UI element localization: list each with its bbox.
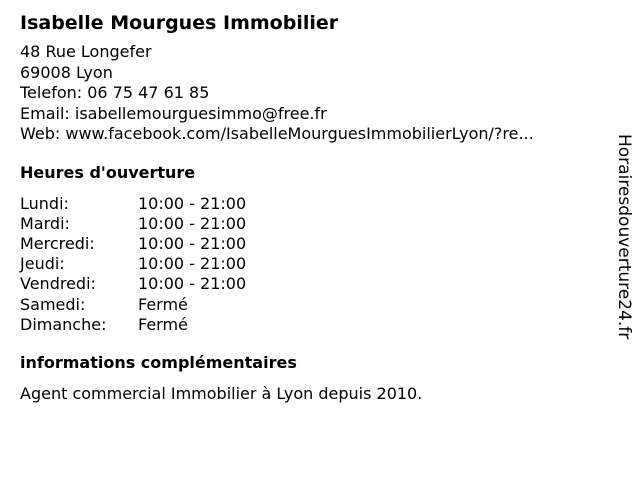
opening-hours-table [20,194,600,335]
hours-time: 10:00 - 21:00 [138,193,247,213]
additional-info-text: Agent commercial Immobilier à Lyon depuis 2010. [20,383,423,403]
hours-row [20,254,600,274]
hours-row [20,274,600,294]
hours-time: 10:00 - 21:00 [138,213,247,233]
hours-time: 10:00 - 21:00 [138,233,247,253]
hours-time: 10:00 - 21:00 [138,254,247,274]
hours-row [20,194,600,214]
opening-hours-heading: Heures d'ouverture [20,162,196,182]
hours-day: Samedi: [20,294,86,314]
hours-row [20,214,600,234]
additional-info-heading: informations complémentaires [20,352,297,372]
hours-row [20,315,600,335]
address-street: 48 Rue Longefer [20,42,152,61]
hours-day: Lundi: [20,193,69,213]
business-name: Isabelle Mourgues Immobilier [20,12,339,34]
hours-row [20,234,600,254]
hours-day: Vendredi: [20,274,96,294]
hours-time: Fermé [138,294,188,314]
hours-day: Mardi: [20,213,70,233]
hours-time: Fermé [138,314,188,334]
business-listing [20,10,600,404]
site-watermark: Horairesdouverture24.fr [614,134,634,340]
hours-day: Jeudi: [20,254,65,274]
hours-day: Dimanche: [20,314,107,334]
website-link: Web: www.facebook.com/IsabelleMourguesImmobilierLyon/?re... [20,124,534,143]
address-city: 69008 Lyon [20,62,113,82]
hours-day: Mercredi: [20,233,95,253]
phone-number: Telefon: 06 75 47 61 85 [20,83,210,102]
hours-row [20,295,600,315]
email-address: Email: isabellemourguesimmo@free.fr [20,103,327,123]
hours-time: 10:00 - 21:00 [138,274,247,294]
